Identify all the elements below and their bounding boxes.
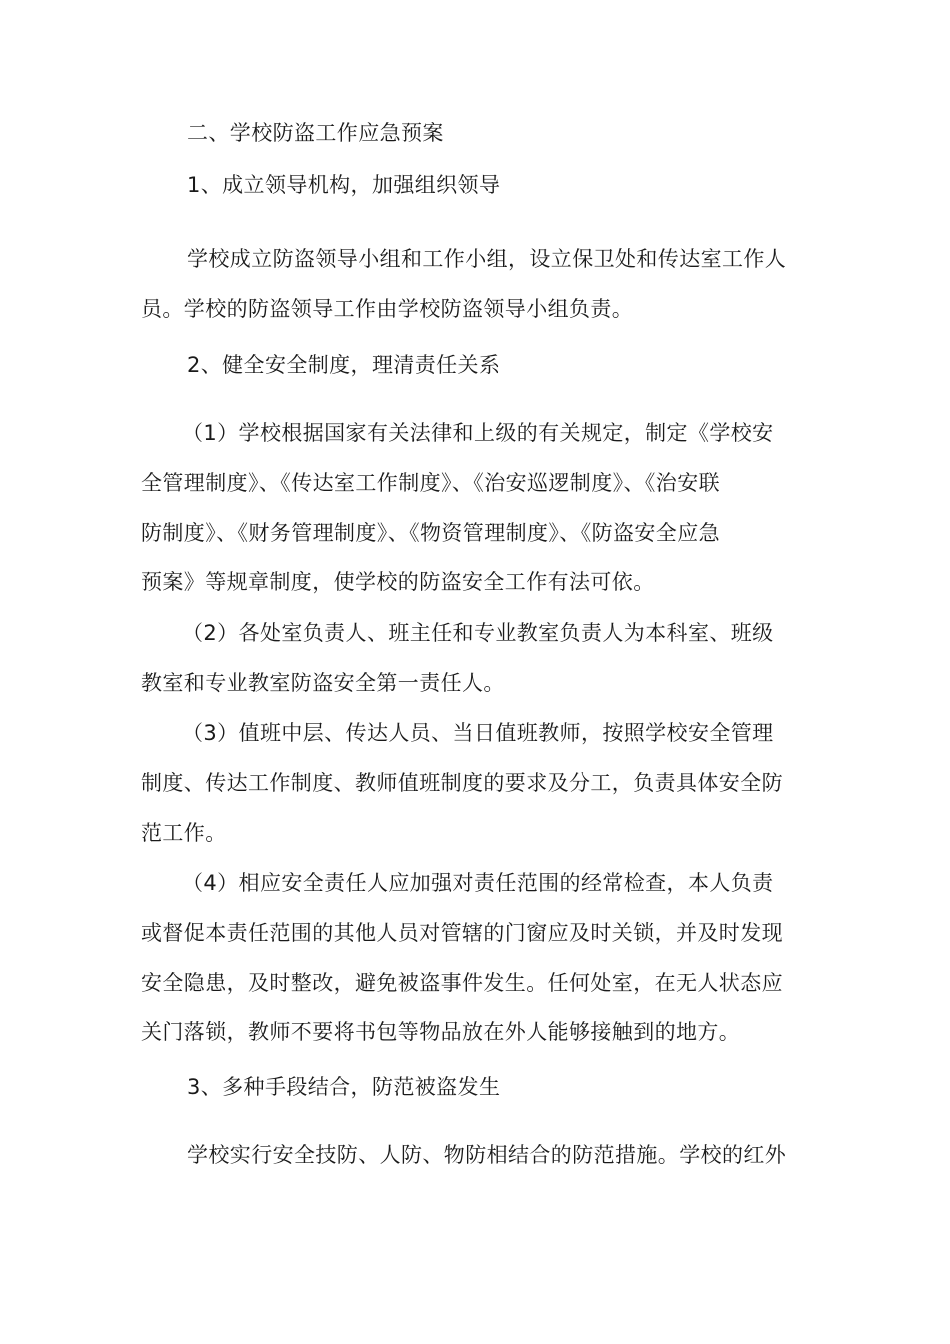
paragraph-line: 防制度》、《财务管理制度》、《物资管理制度》、《防盗安全应急 — [141, 521, 720, 545]
paragraph-line: 学校实行安全技防、人防、物防相结合的防范措施。学校的红外 — [187, 1143, 787, 1167]
paragraph-line: 预案》等规章制度，使学校的防盗安全工作有法可依。 — [141, 570, 655, 594]
paragraph-line: 制度、传达工作制度、教师值班制度的要求及分工，负责具体安全防 — [141, 771, 783, 795]
paragraph-line: 学校成立防盗领导小组和工作小组，设立保卫处和传达室工作人 — [187, 247, 787, 271]
paragraph-line: 安全隐患，及时整改，避免被盗事件发生。任何处室，在无人状态应 — [141, 971, 783, 995]
paragraph-line: （2）各处室负责人、班主任和专业教室负责人为本科室、班级 — [182, 621, 774, 645]
subsection-title-3: 3、多种手段结合，防范被盗发生 — [187, 1075, 501, 1099]
subsection-title-1: 1、成立领导机构，加强组织领导 — [187, 173, 501, 197]
subsection-title-2: 2、健全安全制度，理清责任关系 — [187, 353, 501, 377]
paragraph-line: 或督促本责任范围的其他人员对管辖的门窗应及时关锁，并及时发现 — [141, 921, 783, 945]
paragraph-line: 关门落锁，教师不要将书包等物品放在外人能够接触到的地方。 — [141, 1020, 741, 1044]
paragraph-line: （1）学校根据国家有关法律和上级的有关规定，制定《学校安 — [182, 421, 774, 445]
paragraph-line: 全管理制度》、《传达室工作制度》、《治安巡逻制度》、《治安联 — [141, 471, 720, 495]
section-heading: 二、学校防盗工作应急预案 — [187, 121, 444, 145]
paragraph-line: 范工作。 — [141, 821, 227, 845]
paragraph-line: （3）值班中层、传达人员、当日值班教师，按照学校安全管理 — [182, 721, 774, 745]
paragraph-line: 员。学校的防盗领导工作由学校防盗领导小组负责。 — [141, 297, 634, 321]
paragraph-line: （4）相应安全责任人应加强对责任范围的经常检查，本人负责 — [182, 871, 774, 895]
paragraph-line: 教室和专业教室防盗安全第一责任人。 — [141, 671, 505, 695]
